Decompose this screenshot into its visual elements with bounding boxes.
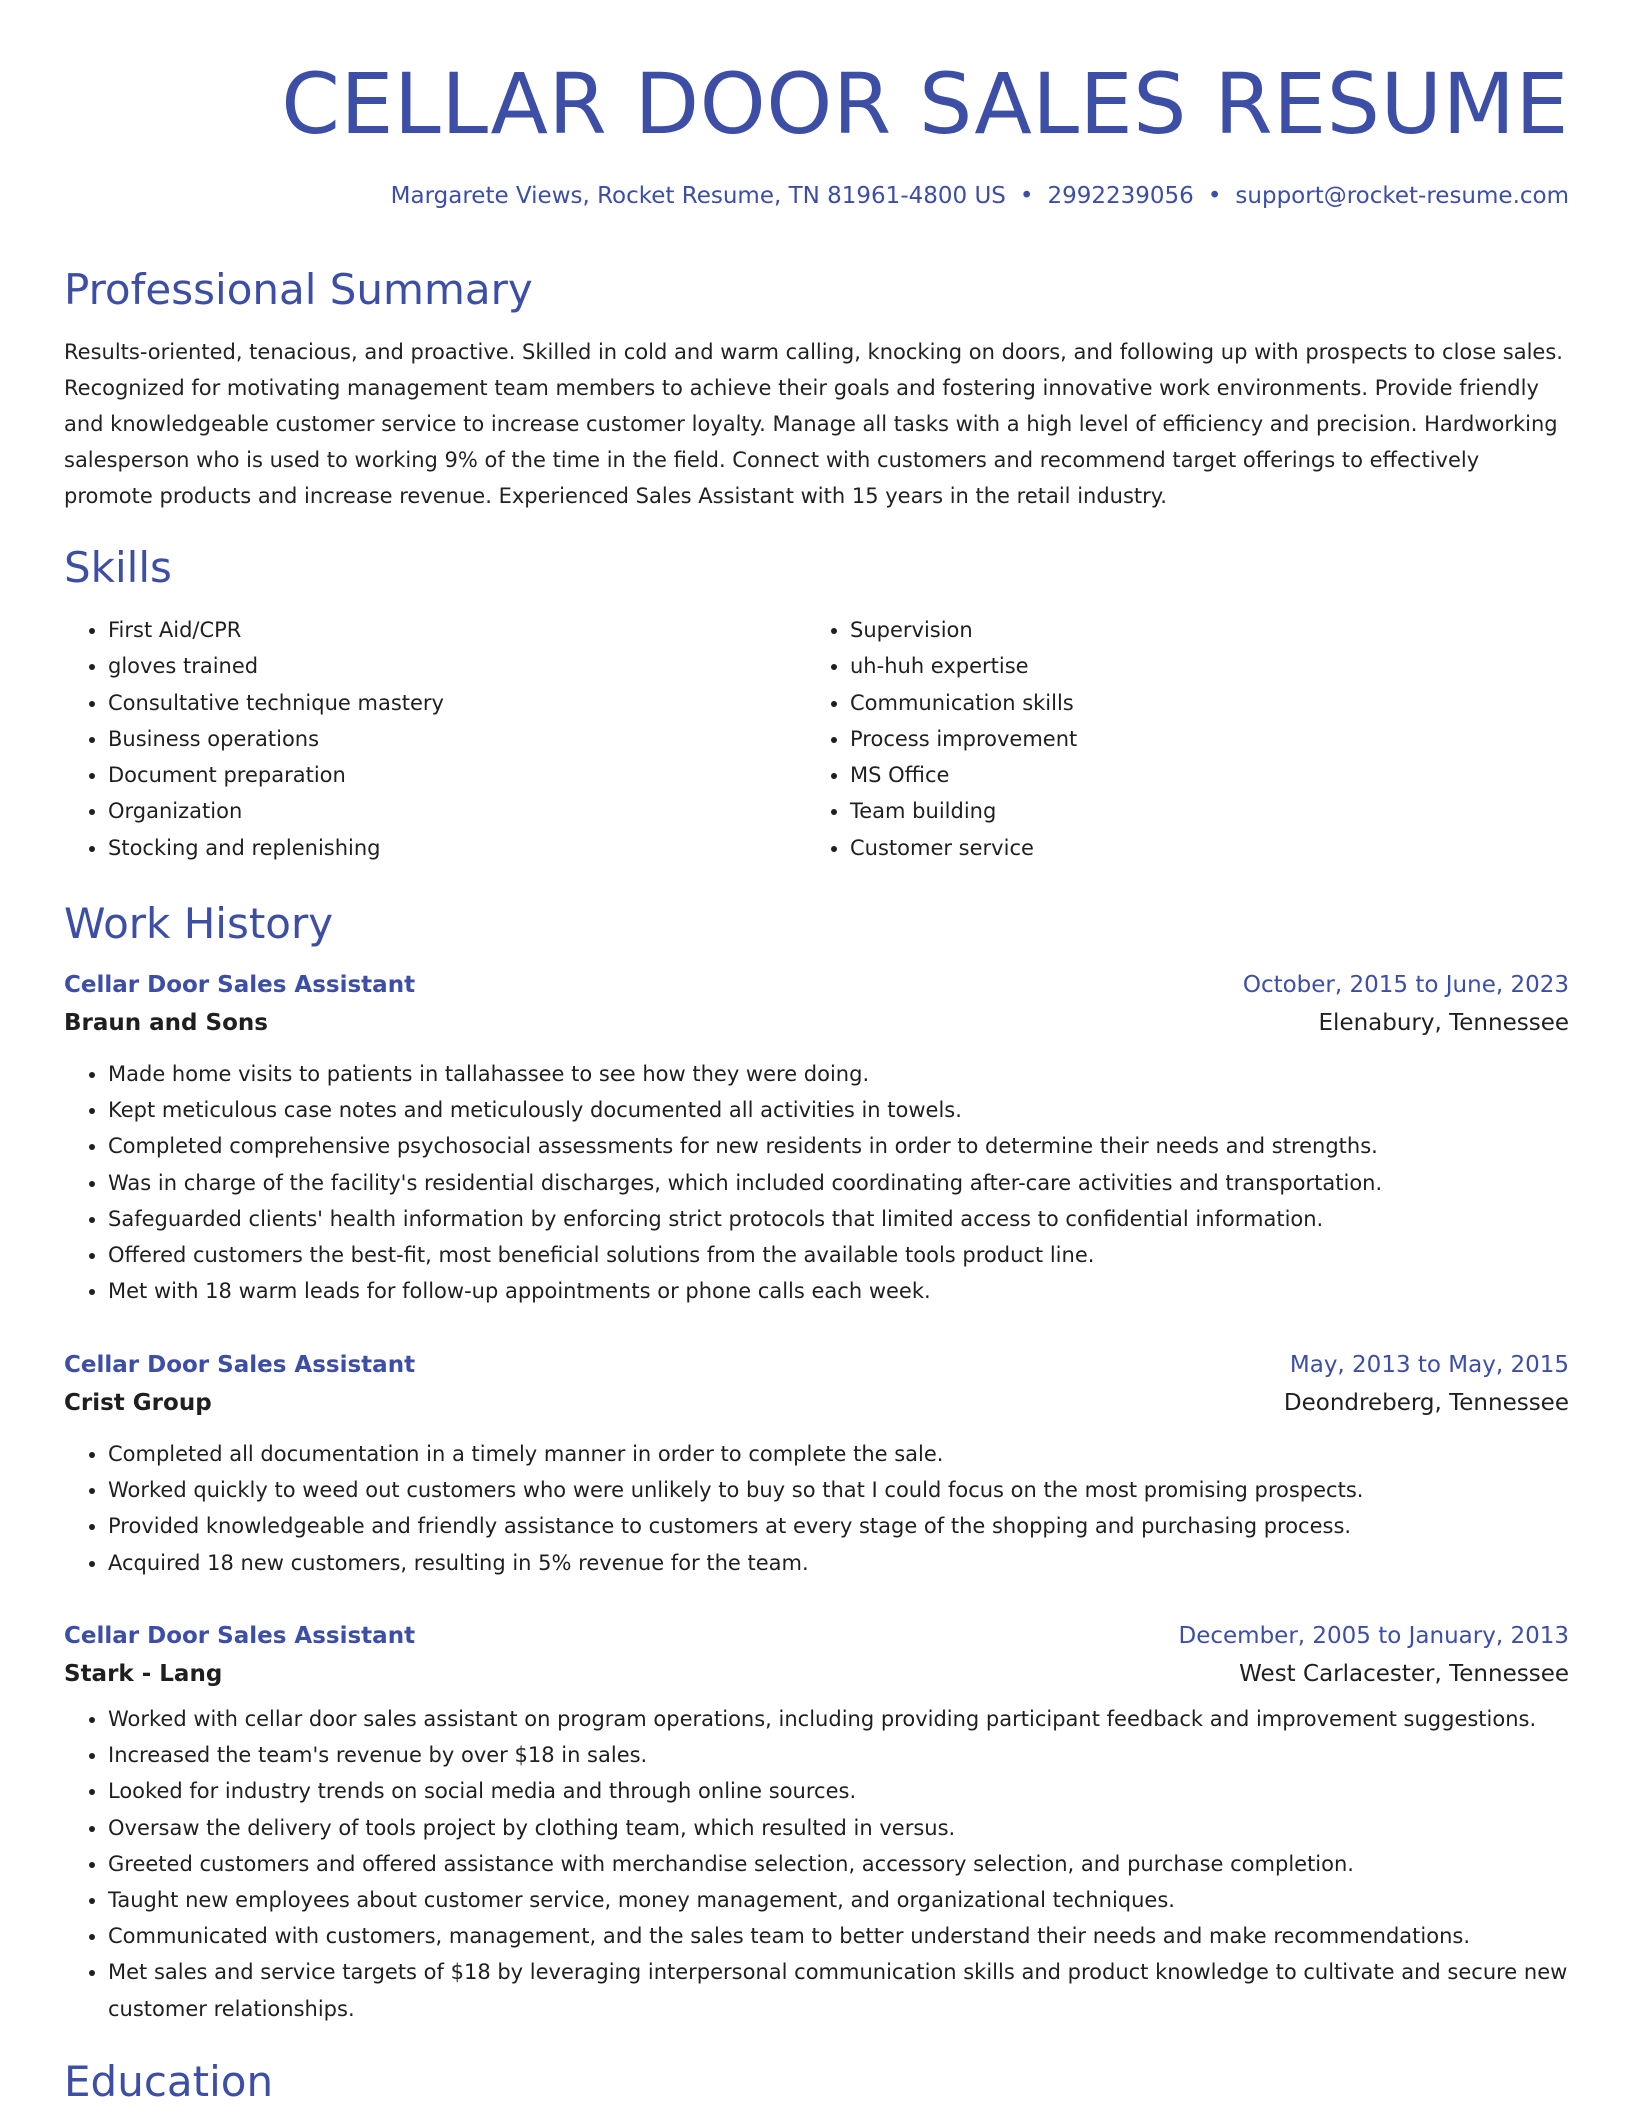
skills-heading: Skills [64, 543, 172, 592]
skills-column-right [806, 612, 1077, 866]
skill-item: • gloves trained [108, 648, 806, 684]
skill-item: • Communication skills [850, 685, 1077, 721]
contact-phone: 2992239056 [1047, 183, 1194, 209]
job-title: Cellar Door Sales Assistant [64, 1623, 416, 1649]
job-bullet: • Kept meticulous case notes and meticulously documented all activities in towels. [108, 1092, 1569, 1128]
job-location: West Carlacester, Tennessee [1239, 1661, 1569, 1687]
job-company: Crist Group [64, 1390, 212, 1416]
job-location: Elenabury, Tennessee [1318, 1010, 1569, 1036]
job-title: Cellar Door Sales Assistant [64, 972, 416, 998]
job-bullet: • Completed all documentation in a timely manner in order to complete the sale. [108, 1436, 1569, 1472]
job-company: Braun and Sons [64, 1010, 268, 1036]
skill-item: • uh-huh expertise [850, 648, 1077, 684]
job-subheader [64, 1655, 1569, 1693]
job-bullet: • Oversaw the delivery of tools project by clothing team, which resulted in versus. [108, 1810, 1569, 1846]
job-bullet: • Safeguarded clients' health information by enforcing strict protocols that limited access to confidential information. [108, 1201, 1569, 1237]
contact-separator: • [1207, 183, 1222, 209]
contact-line [391, 180, 1569, 212]
skill-item: • Stocking and replenishing [108, 830, 806, 866]
job-bullet: • Offered customers the best-fit, most beneficial solutions from the available tools product line. [108, 1237, 1569, 1273]
education-heading: Education [64, 2057, 274, 2106]
job-entry [64, 1617, 1569, 2027]
skill-item: • Customer service [850, 830, 1077, 866]
job-bullet: • Made home visits to patients in tallahassee to see how they were doing. [108, 1056, 1569, 1092]
skill-item: • Process improvement [850, 721, 1077, 757]
skill-item: • Business operations [108, 721, 806, 757]
skill-item: • First Aid/CPR [108, 612, 806, 648]
job-bullet: • Provided knowledgeable and friendly assistance to customers at every stage of the shopping and purchasing process. [108, 1508, 1569, 1544]
skills-column-left [64, 612, 806, 866]
skill-item: • Supervision [850, 612, 1077, 648]
job-bullet: • Greeted customers and offered assistance with merchandise selection, accessory selection, and purchase completion. [108, 1846, 1569, 1882]
resume-title: CELLAR DOOR SALES RESUME [281, 55, 1569, 153]
job-bullets [64, 1436, 1569, 1581]
summary-text: Results-oriented, tenacious, and proactive. Skilled in cold and warm calling, knocking on doors, and following up with prospects to close sales. Recognized for motivating management team members to achieve their goals and fostering innovative work environments. Provide friendly and knowledgeable customer service to increase customer loyalty. Manage all tasks with a high level of efficiency and precision. Hardworking salesperson who is used to working 9% of the time in the field. Connect with customers and recommend target offerings to effectively promote products and increase revenue. Experienced Sales Assistant with 15 years in the retail industry. [64, 340, 1563, 508]
contact-separator: • [1019, 183, 1034, 209]
job-dates: October, 2015 to June, 2023 [1242, 972, 1569, 998]
work-history-heading: Work History [64, 899, 334, 948]
job-bullet: • Acquired 18 new customers, resulting in 5% revenue for the team. [108, 1545, 1569, 1581]
summary-heading: Professional Summary [64, 265, 533, 314]
contact-email: support@rocket-resume.com [1235, 183, 1569, 209]
job-subheader [64, 1384, 1569, 1422]
job-dates: May, 2013 to May, 2015 [1289, 1352, 1569, 1378]
resume-header [64, 0, 1569, 209]
skill-item: • Consultative technique mastery [108, 685, 806, 721]
job-bullet: • Looked for industry trends on social media and through online sources. [108, 1773, 1569, 1809]
job-bullet: • Taught new employees about customer service, money management, and organizational techniques. [108, 1882, 1569, 1918]
skill-item: • Document preparation [108, 757, 806, 793]
job-bullets [64, 1056, 1569, 1309]
job-company: Stark - Lang [64, 1661, 223, 1687]
job-title: Cellar Door Sales Assistant [64, 1352, 416, 1378]
skill-item: • Team building [850, 793, 1077, 829]
job-entry [64, 1346, 1569, 1581]
job-header [64, 966, 1569, 1004]
skills-list [64, 612, 1569, 866]
job-location: Deondreberg, Tennessee [1283, 1390, 1569, 1416]
contact-address: Margarete Views, Rocket Resume, TN 81961-4800 US [390, 183, 1006, 209]
job-bullets [64, 1701, 1569, 2027]
job-entry [64, 966, 1569, 1309]
job-header [64, 1617, 1569, 1655]
job-bullet: • Met sales and service targets of $18 by leveraging interpersonal communication skills and product knowledge to cultivate and secure new customer relationships. [108, 1954, 1569, 2026]
job-bullet: • Met with 18 warm leads for follow-up appointments or phone calls each week. [108, 1273, 1569, 1309]
job-bullet: • Worked quickly to weed out customers who were unlikely to buy so that I could focus on the most promising prospects. [108, 1472, 1569, 1508]
job-bullet: • Increased the team's revenue by over $18 in sales. [108, 1737, 1569, 1773]
job-bullet: • Completed comprehensive psychosocial assessments for new residents in order to determine their needs and strengths. [108, 1128, 1569, 1164]
skill-item: • MS Office [850, 757, 1077, 793]
job-header [64, 1346, 1569, 1384]
job-dates: December, 2005 to January, 2013 [1178, 1623, 1569, 1649]
job-bullet: • Worked with cellar door sales assistant on program operations, including providing participant feedback and improvement suggestions. [108, 1701, 1569, 1737]
job-subheader [64, 1004, 1569, 1042]
job-bullet: • Was in charge of the facility's residential discharges, which included coordinating after-care activities and transportation. [108, 1165, 1569, 1201]
job-bullet: • Communicated with customers, management, and the sales team to better understand their needs and make recommendations. [108, 1918, 1569, 1954]
skill-item: • Organization [108, 793, 806, 829]
